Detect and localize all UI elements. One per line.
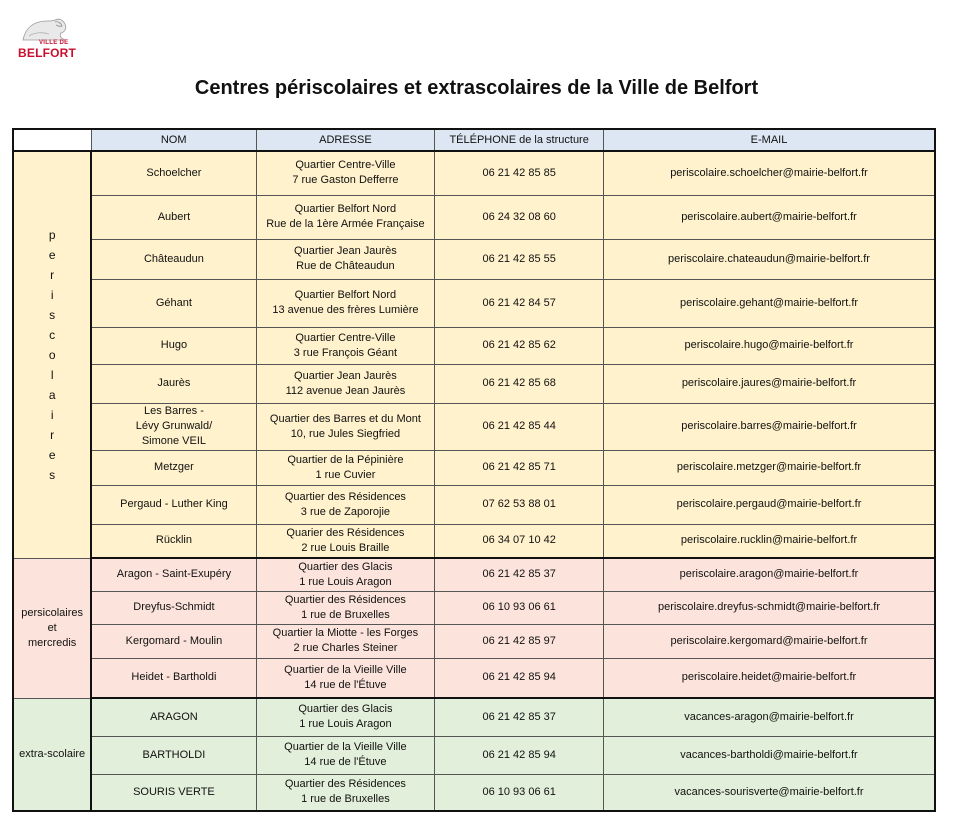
centre-name-cell xyxy=(91,485,256,524)
centre-name-cell-line: BARTHOLDI xyxy=(142,748,206,761)
category-letter: i xyxy=(50,407,54,422)
centre-name-cell xyxy=(91,558,256,591)
centre-name-cell-line: Hugo xyxy=(160,339,188,351)
table-row xyxy=(13,195,935,239)
table-body xyxy=(13,151,935,811)
address-cell xyxy=(256,591,435,624)
table-row xyxy=(13,736,935,774)
address-cell-line: Quartier des Glacis xyxy=(298,703,393,716)
category-letter: c xyxy=(49,327,56,342)
phone-cell: 06 21 42 85 71 xyxy=(435,450,604,485)
category-label-line: extra-scolaire xyxy=(19,747,86,760)
email-cell: periscolaire.schoelcher@mairie-belfort.fr xyxy=(604,151,935,195)
centre-name-cell-line: Rücklin xyxy=(155,534,192,547)
address-cell-line: 2 rue Louis Braille xyxy=(301,541,390,554)
header-adresse: ADRESSE xyxy=(256,129,435,151)
address-cell-line: 112 avenue Jean Jaurès xyxy=(285,384,406,397)
address-cell-line: 3 rue de Zaporojie xyxy=(300,505,391,518)
centre-name-cell xyxy=(91,591,256,624)
ville-de-belfort-logo xyxy=(17,16,75,60)
centre-name-cell-line: Géhant xyxy=(155,296,192,309)
category-letter: r xyxy=(50,267,55,282)
address-cell xyxy=(256,403,435,450)
centre-name-cell-line: ARAGON xyxy=(150,710,198,723)
centre-name-cell xyxy=(91,403,256,450)
address-cell-line: Quartier Jean Jaurès xyxy=(294,369,397,382)
centre-name-cell xyxy=(91,327,256,364)
centre-name-cell-line: Kergomard - Moulin xyxy=(125,634,223,647)
address-cell-line: Quartier des Résidences xyxy=(284,490,406,503)
email-cell: periscolaire.metzger@mairie-belfort.fr xyxy=(604,450,935,485)
logo-belfort-text: BELFORT xyxy=(18,46,77,60)
email-cell: periscolaire.pergaud@mairie-belfort.fr xyxy=(604,485,935,524)
centre-name-cell-line: Heidet - Bartholdi xyxy=(131,671,217,684)
address-cell-line: Quartier des Glacis xyxy=(298,560,393,573)
address-cell-line: Quartier de la Pépinière xyxy=(287,453,404,466)
address-cell xyxy=(256,524,435,558)
address-cell-line: 14 rue de l'Étuve xyxy=(304,678,387,691)
address-cell-line: Quartier de la Vieille Ville xyxy=(284,741,407,753)
phone-cell: 06 21 42 85 97 xyxy=(435,624,604,658)
centre-name-cell xyxy=(91,624,256,658)
table-row xyxy=(13,558,935,591)
email-cell: periscolaire.barres@mairie-belfort.fr xyxy=(604,403,935,450)
address-cell-line: Rue de Châteaudun xyxy=(296,260,395,272)
category-cell xyxy=(13,151,91,558)
phone-cell: 06 21 42 85 55 xyxy=(435,239,604,279)
phone-cell: 06 21 42 85 94 xyxy=(435,736,604,774)
centre-name-cell-line: Les Barres - xyxy=(143,405,204,417)
email-cell: periscolaire.gehant@mairie-belfort.fr xyxy=(604,279,935,327)
centre-name-cell xyxy=(91,736,256,774)
address-cell-line: 1 rue Louis Aragon xyxy=(299,575,392,588)
email-cell: vacances-bartholdi@mairie-belfort.fr xyxy=(604,736,935,774)
phone-cell: 06 21 42 85 68 xyxy=(435,364,604,403)
email-cell: periscolaire.dreyfus-schmidt@mairie-belfort.fr xyxy=(604,591,935,624)
category-letter: a xyxy=(48,387,56,402)
phone-cell: 06 21 42 85 85 xyxy=(435,151,604,195)
address-cell-line: Quartier des Barres et du Mont xyxy=(269,412,421,425)
address-cell-line: 10, rue Jules Siegfried xyxy=(290,427,401,440)
phone-cell: 06 21 42 85 62 xyxy=(435,327,604,364)
address-cell-line: Quartier Centre-Ville xyxy=(295,159,396,172)
category-letter: e xyxy=(48,247,56,262)
address-cell-line: 1 rue de Bruxelles xyxy=(301,793,390,806)
address-cell-line: Quartier la Miotte - les Forges xyxy=(272,627,419,639)
centre-name-cell xyxy=(91,774,256,811)
address-cell-line: 3 rue François Géant xyxy=(293,346,398,359)
category-letter: i xyxy=(50,287,54,302)
address-cell-line: 1 rue Louis Aragon xyxy=(299,718,392,731)
phone-cell: 06 24 32 08 60 xyxy=(435,195,604,239)
address-cell xyxy=(256,698,435,736)
address-cell xyxy=(256,151,435,195)
category-cell xyxy=(13,698,91,811)
phone-cell: 06 21 42 85 37 xyxy=(435,558,604,591)
table-row xyxy=(13,279,935,327)
table-row xyxy=(13,624,935,658)
address-cell xyxy=(256,279,435,327)
centre-name-cell xyxy=(91,698,256,736)
centre-name-cell-line: Aubert xyxy=(157,210,191,223)
table-row xyxy=(13,403,935,450)
address-cell xyxy=(256,774,435,811)
category-letter: l xyxy=(50,367,54,382)
table-row xyxy=(13,485,935,524)
table-header-row xyxy=(13,129,935,151)
centre-name-cell xyxy=(91,524,256,558)
table-row xyxy=(13,151,935,195)
table-row xyxy=(13,774,935,811)
address-cell-line: Quartier de la Vieille Ville xyxy=(284,663,407,676)
email-cell: periscolaire.jaures@mairie-belfort.fr xyxy=(604,364,935,403)
address-cell-line: Quartier des Résidences xyxy=(284,593,406,606)
phone-cell: 06 21 42 85 94 xyxy=(435,658,604,698)
centre-name-cell xyxy=(91,450,256,485)
category-letter: r xyxy=(50,427,55,442)
centre-name-cell xyxy=(91,279,256,327)
phone-cell: 06 21 42 85 44 xyxy=(435,403,604,450)
phone-cell: 06 10 93 06 61 xyxy=(435,774,604,811)
table-row xyxy=(13,239,935,279)
header-email: E-MAIL xyxy=(604,129,935,151)
email-cell: vacances-sourisverte@mairie-belfort.fr xyxy=(604,774,935,811)
table-row xyxy=(13,364,935,403)
email-cell: periscolaire.chateaudun@mairie-belfort.fr xyxy=(604,239,935,279)
email-cell: periscolaire.kergomard@mairie-belfort.fr xyxy=(604,624,935,658)
category-label-line: mercredis xyxy=(28,636,77,649)
address-cell-line: 13 avenue des frères Lumière xyxy=(272,304,419,316)
centre-name-cell-line: Lévy Grunwald/ xyxy=(135,420,213,432)
lion-of-belfort-icon xyxy=(19,16,69,42)
table-row xyxy=(13,591,935,624)
address-cell xyxy=(256,239,435,279)
address-cell-line: 2 rue Charles Steiner xyxy=(293,642,398,654)
table-row xyxy=(13,698,935,736)
centre-name-cell xyxy=(91,658,256,698)
address-cell-line: 7 rue Gaston Defferre xyxy=(292,174,399,187)
phone-cell: 06 10 93 06 61 xyxy=(435,591,604,624)
address-cell xyxy=(256,450,435,485)
centres-table xyxy=(12,128,936,812)
email-cell: periscolaire.rucklin@mairie-belfort.fr xyxy=(604,524,935,558)
address-cell-line: 1 rue Cuvier xyxy=(315,468,376,481)
address-cell xyxy=(256,736,435,774)
category-letter: p xyxy=(48,227,56,242)
address-cell-line: Quartier Centre-Ville xyxy=(295,331,396,344)
address-cell xyxy=(256,624,435,658)
header-telephone: TÉLÉPHONE de la structure xyxy=(435,129,604,151)
address-cell-line: Quarier des Résidences xyxy=(286,526,405,539)
centre-name-cell-line: Simone VEIL xyxy=(141,435,207,447)
header-blank-cell xyxy=(13,129,91,151)
centre-name-cell-line: Châteaudun xyxy=(143,252,204,265)
address-cell-line: Quartier Belfort Nord xyxy=(294,289,397,301)
category-letter: s xyxy=(49,467,56,482)
table-row xyxy=(13,327,935,364)
table-row xyxy=(13,524,935,558)
address-cell-line: Quartier Jean Jaurès xyxy=(294,245,397,257)
centre-name-cell xyxy=(91,364,256,403)
address-cell-line: 14 rue de l'Étuve xyxy=(304,756,387,768)
email-cell: periscolaire.aubert@mairie-belfort.fr xyxy=(604,195,935,239)
address-cell xyxy=(256,327,435,364)
centre-name-cell xyxy=(91,195,256,239)
phone-cell: 07 62 53 88 01 xyxy=(435,485,604,524)
phone-cell: 06 34 07 10 42 xyxy=(435,524,604,558)
address-cell xyxy=(256,485,435,524)
phone-cell: 06 21 42 85 37 xyxy=(435,698,604,736)
category-letter: o xyxy=(48,347,56,362)
address-cell xyxy=(256,195,435,239)
address-cell xyxy=(256,558,435,591)
table-row xyxy=(13,658,935,698)
email-cell: vacances-aragon@mairie-belfort.fr xyxy=(604,698,935,736)
category-label-line: persicolaires et xyxy=(21,606,84,634)
phone-cell: 06 21 42 84 57 xyxy=(435,279,604,327)
centre-name-cell-line: Dreyfus-Schmidt xyxy=(133,601,215,613)
centre-name-cell xyxy=(91,151,256,195)
centre-name-cell-line: SOURIS VERTE xyxy=(133,785,215,798)
category-letter: s xyxy=(49,307,56,322)
centre-name-cell-line: Jaurès xyxy=(157,377,191,389)
email-cell: periscolaire.aragon@mairie-belfort.fr xyxy=(604,558,935,591)
address-cell-line: 1 rue de Bruxelles xyxy=(301,608,390,621)
address-cell-line: Rue de la 1ère Armée Française xyxy=(266,218,425,230)
email-cell: periscolaire.heidet@mairie-belfort.fr xyxy=(604,658,935,698)
logo-ville-text: VILLE DE xyxy=(39,40,69,46)
centre-name-cell-line: Schoelcher xyxy=(146,166,202,179)
address-cell-line: Quartier Belfort Nord xyxy=(294,203,397,215)
page-title: Centres périscolaires et extrascolaires de la Ville de Belfort xyxy=(194,77,759,99)
header-nom: NOM xyxy=(91,129,256,151)
centre-name-cell-line: Metzger xyxy=(154,461,194,473)
address-cell xyxy=(256,658,435,698)
table-row xyxy=(13,450,935,485)
address-cell xyxy=(256,364,435,403)
centre-name-cell-line: Pergaud - Luther King xyxy=(120,498,228,510)
category-letter: e xyxy=(48,447,56,462)
email-cell: periscolaire.hugo@mairie-belfort.fr xyxy=(604,327,935,364)
category-cell xyxy=(13,558,91,698)
centre-name-cell xyxy=(91,239,256,279)
address-cell-line: Quartier des Résidences xyxy=(284,778,406,791)
centre-name-cell-line: Aragon - Saint-Exupéry xyxy=(116,568,232,581)
